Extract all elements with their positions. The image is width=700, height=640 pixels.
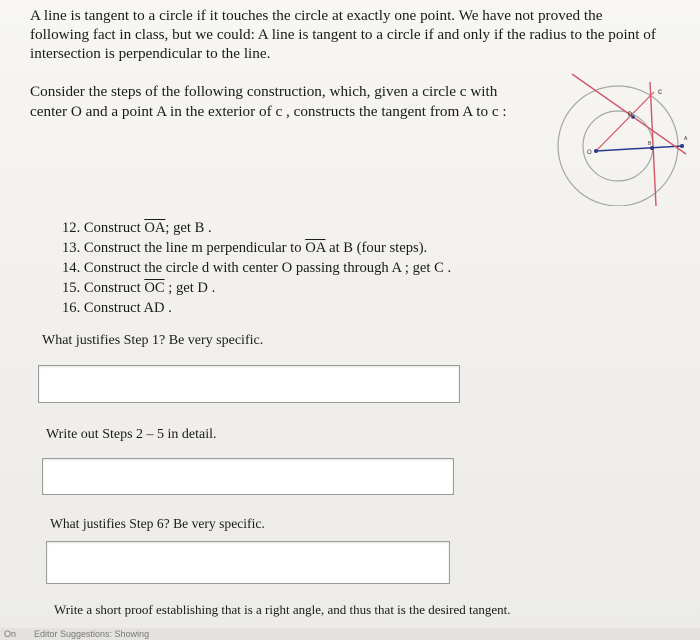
- construction-intro: [30, 82, 550, 122]
- step-item: 16. Construct AD .: [62, 300, 172, 316]
- consider-line-2: center O and a point A in the exterior of c , constructs the tangent from A to c :: [30, 103, 507, 120]
- editor-status-bar: [0, 628, 700, 640]
- step-item: 15. Construct $\overline{OC}$ ; get D .: [62, 280, 216, 296]
- point-o: [594, 149, 598, 153]
- point-a: [680, 144, 684, 148]
- editor-suggestions-link[interactable]: Editor Suggestions: Showing: [34, 629, 150, 639]
- answer-input-step-1[interactable]: [38, 365, 460, 403]
- segment-oa: [596, 146, 682, 151]
- question-steps-2-5: Write out Steps 2 – 5 in detail.: [46, 427, 217, 442]
- label-b: B: [648, 141, 652, 147]
- answer-input-steps-2-5[interactable]: [42, 458, 454, 495]
- intro-paragraph: [30, 6, 695, 63]
- construction-steps-list: [62, 218, 522, 318]
- intro-line-2: following fact in class, but we could: A line is tangent to a circle if and only if the radius to the point of: [30, 26, 656, 43]
- label-o: O: [587, 150, 592, 156]
- segment-oc: [596, 92, 654, 151]
- step-item: 14. Construct the circle d with center O passing through A ; get C .: [62, 260, 452, 276]
- label-c: c: [658, 87, 662, 96]
- outer-circle-d: [558, 86, 678, 206]
- intro-line-1: A line is tangent to a circle if it touches the circle at exactly one point. We have not proved the: [30, 7, 603, 24]
- status-left: On: [4, 629, 17, 639]
- label-d: D: [628, 112, 633, 118]
- step-item: 12. Construct $\overline{OA}$; get B .: [62, 220, 212, 236]
- consider-line-1: Consider the steps of the following construction, which, given a circle c with: [30, 83, 498, 100]
- intro-line-3: intersection is perpendicular to the line.: [30, 45, 271, 62]
- tangent-construction-figure: [536, 72, 694, 206]
- label-a: A: [684, 136, 688, 142]
- inner-circle-c: [583, 111, 653, 181]
- question-step-6: What justifies Step 6? Be very specific.: [50, 516, 265, 531]
- step-item: 13. Construct the line m perpendicular to $\overline{OA}$ at B (four steps).: [62, 240, 428, 256]
- question-step-1: What justifies Step 1? Be very specific.: [42, 333, 264, 348]
- answer-input-step-6[interactable]: [46, 541, 450, 584]
- question-proof: Write a short proof establishing that is a right angle, and thus that is the desired tangent.: [54, 602, 511, 617]
